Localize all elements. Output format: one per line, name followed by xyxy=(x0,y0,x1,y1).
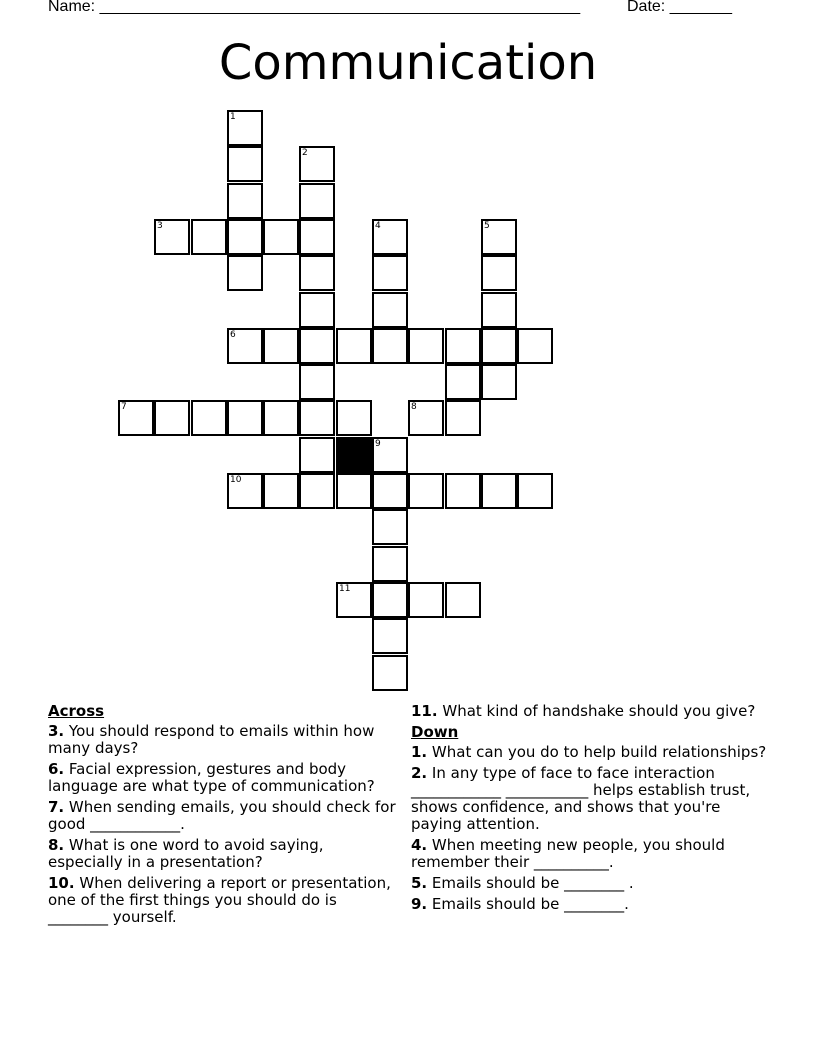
grid-cell[interactable] xyxy=(408,473,444,509)
clue-down-5 xyxy=(411,875,771,892)
grid-cell[interactable] xyxy=(227,328,263,364)
clue-text: When delivering a report or presentation, one of the first things you should do is ________ yourself. xyxy=(48,874,391,926)
grid-cell[interactable] xyxy=(299,219,335,255)
across-heading: Across xyxy=(48,702,105,720)
grid-cell[interactable] xyxy=(372,655,408,691)
grid-cell[interactable] xyxy=(227,255,263,291)
grid-cell[interactable] xyxy=(263,328,299,364)
grid-cell[interactable] xyxy=(372,292,408,328)
grid-cell[interactable] xyxy=(191,219,227,255)
grid-cell[interactable] xyxy=(227,146,263,182)
grid-cell[interactable] xyxy=(372,618,408,654)
grid-cell[interactable] xyxy=(227,110,263,146)
grid-cell[interactable] xyxy=(445,582,481,618)
grid-cell[interactable] xyxy=(372,546,408,582)
grid-cell[interactable] xyxy=(517,473,553,509)
grid-cell[interactable] xyxy=(372,509,408,545)
clue-text: Emails should be ________ . xyxy=(431,874,634,892)
clue-text: When meeting new people, you should remember their __________. xyxy=(411,836,725,871)
clue-number: 8. xyxy=(48,836,65,854)
grid-cell[interactable] xyxy=(408,328,444,364)
grid-cell[interactable] xyxy=(408,582,444,618)
clue-across-11 xyxy=(411,703,771,720)
grid-cell[interactable] xyxy=(336,328,372,364)
grid-cell[interactable] xyxy=(372,437,408,473)
grid-cell[interactable] xyxy=(299,146,335,182)
black-square xyxy=(336,437,372,473)
clue-text: Facial expression, gestures and body language are what type of communication? xyxy=(48,760,375,795)
grid-cell[interactable] xyxy=(481,364,517,400)
clues-right-column xyxy=(411,703,771,917)
name-field[interactable]: Name: ______________________________________________________ xyxy=(48,0,581,15)
clue-number-label: 1 xyxy=(230,112,236,122)
grid-cell[interactable] xyxy=(336,473,372,509)
clue-across-7 xyxy=(48,799,400,833)
clue-text: What can you do to help build relationships? xyxy=(431,743,767,761)
grid-cell[interactable] xyxy=(481,473,517,509)
grid-cell[interactable] xyxy=(263,473,299,509)
clue-number: 9. xyxy=(411,895,428,913)
page-title: Communication xyxy=(218,35,598,91)
grid-cell[interactable] xyxy=(263,219,299,255)
clue-number-label: 4 xyxy=(375,221,381,231)
clue-across-8 xyxy=(48,837,400,871)
clue-number: 7. xyxy=(48,798,65,816)
clue-number: 10. xyxy=(48,874,75,892)
grid-cell[interactable] xyxy=(191,400,227,436)
clue-number: 3. xyxy=(48,722,65,740)
grid-cell[interactable] xyxy=(445,364,481,400)
clue-across-6 xyxy=(48,761,400,795)
grid-cell[interactable] xyxy=(517,328,553,364)
grid-cell[interactable] xyxy=(227,473,263,509)
clue-text: When sending emails, you should check for good ____________. xyxy=(48,798,396,833)
grid-cell[interactable] xyxy=(227,183,263,219)
clue-across-10 xyxy=(48,875,400,926)
clue-text: In any type of face to face interaction ____________ ___________ helps establish trust, shows confidence, and shows that you're paying attention. xyxy=(411,764,751,833)
grid-cell[interactable] xyxy=(481,219,517,255)
clue-down-9 xyxy=(411,896,771,913)
clue-number-label: 6 xyxy=(230,330,236,340)
clue-number-label: 7 xyxy=(121,402,127,412)
date-field[interactable]: Date: _______ xyxy=(627,0,732,15)
clue-down-2 xyxy=(411,765,771,833)
clue-number: 4. xyxy=(411,836,428,854)
clue-text: You should respond to emails within how many days? xyxy=(48,722,375,757)
clue-across-3 xyxy=(48,723,400,757)
grid-cell[interactable] xyxy=(154,400,190,436)
grid-cell[interactable] xyxy=(481,292,517,328)
grid-cell[interactable] xyxy=(299,328,335,364)
grid-cell[interactable] xyxy=(299,473,335,509)
clue-number: 6. xyxy=(48,760,65,778)
grid-cell[interactable] xyxy=(299,364,335,400)
clue-number: 5. xyxy=(411,874,428,892)
clue-number-label: 3 xyxy=(157,221,163,231)
clue-number-label: 9 xyxy=(375,439,381,449)
grid-cell[interactable] xyxy=(372,328,408,364)
clue-number: 1. xyxy=(411,743,428,761)
grid-cell[interactable] xyxy=(299,183,335,219)
clue-number-label: 11 xyxy=(339,584,351,594)
grid-cell[interactable] xyxy=(263,400,299,436)
grid-cell[interactable] xyxy=(372,219,408,255)
clue-number-label: 10 xyxy=(230,475,242,485)
grid-cell[interactable] xyxy=(227,400,263,436)
clue-number-label: 8 xyxy=(411,402,417,412)
grid-cell[interactable] xyxy=(154,219,190,255)
clue-text: What is one word to avoid saying, especially in a presentation? xyxy=(48,836,324,871)
clue-number-label: 2 xyxy=(302,148,308,158)
clue-text: Emails should be ________. xyxy=(431,895,629,913)
grid-cell[interactable] xyxy=(299,255,335,291)
clue-text: What kind of handshake should you give? xyxy=(442,702,756,720)
clue-number: 2. xyxy=(411,764,428,782)
grid-cell[interactable] xyxy=(481,328,517,364)
clues-left-column xyxy=(48,703,400,930)
grid-cell[interactable] xyxy=(299,437,335,473)
clue-down-4 xyxy=(411,837,771,871)
grid-cell[interactable] xyxy=(336,582,372,618)
clue-down-1 xyxy=(411,744,771,761)
grid-cell[interactable] xyxy=(299,400,335,436)
grid-cell[interactable] xyxy=(372,582,408,618)
grid-cell[interactable] xyxy=(372,255,408,291)
clue-number-label: 5 xyxy=(484,221,490,231)
grid-cell[interactable] xyxy=(227,219,263,255)
grid-cell[interactable] xyxy=(445,473,481,509)
grid-cell[interactable] xyxy=(372,473,408,509)
grid-cell[interactable] xyxy=(481,255,517,291)
grid-cell[interactable] xyxy=(336,400,372,436)
grid-cell[interactable] xyxy=(408,400,444,436)
clue-number: 11. xyxy=(411,702,438,720)
grid-cell[interactable] xyxy=(299,292,335,328)
grid-cell[interactable] xyxy=(445,400,481,436)
down-heading: Down xyxy=(411,723,459,741)
grid-cell[interactable] xyxy=(118,400,154,436)
grid-cell[interactable] xyxy=(445,328,481,364)
